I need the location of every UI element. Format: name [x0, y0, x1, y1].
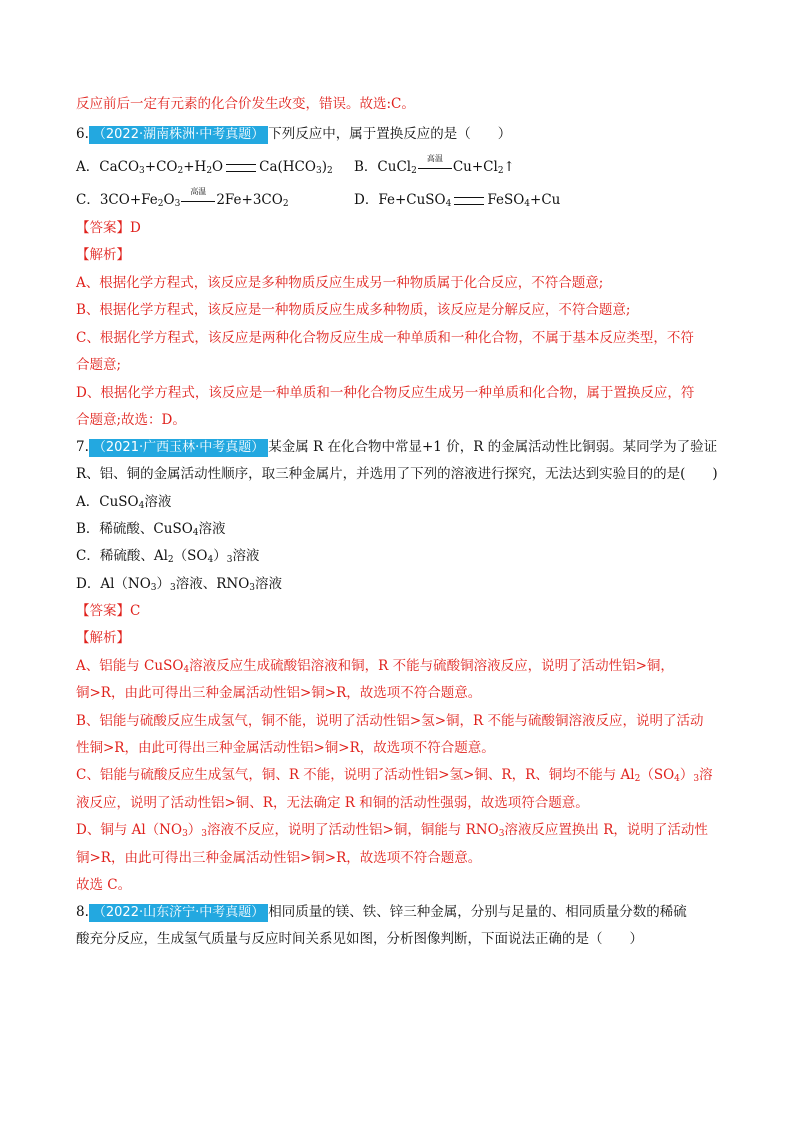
q6-stem	[76, 124, 511, 145]
q7-option-b: B．稀硫酸、CuSO$_4$溶液	[76, 521, 226, 538]
equals-sign-icon	[454, 197, 484, 205]
q6-source-tag: （2022·湖南株洲·中考真题）	[89, 126, 268, 144]
q8-number: 8.	[76, 904, 89, 920]
q8-stem-line2: 酸充分反应，生成氢气质量与反应时间关系见如图，分析图像判断，下面说法正确的是（ ）	[76, 931, 643, 947]
q7-analysis-line: D、铜与 $Al(NO_3)_3$溶液不反应，说明了活动性铝>铜，铜能与 $RNO_3$溶液反应置换出 R，说明了活动性	[76, 822, 708, 839]
q6-number: 6.	[76, 126, 89, 142]
q6-option-d: D．Fe+CuSO$_4$ FeSO$_4$+Cu	[354, 192, 561, 209]
equals-sign-icon	[226, 164, 256, 172]
q8-stem: 8. （2022·山东济宁·中考真题） 相同质量的镁、铁、锌三种金属，分别与足量的、相同质量分数的稀硫	[76, 904, 687, 920]
q7-analysis-line: 性铜>R，由此可得出三种金属活动性铝>铜>R，故选项不符合题意。	[76, 740, 495, 756]
q7-option-a: A．CuSO$_4$溶液	[76, 494, 172, 511]
q7-analysis-line: A、铝能与 CuSO$_4$溶液反应生成硫酸铝溶液和铜，R 不能与硫酸铜溶液反应，说明了活动性铝>铜，	[76, 658, 674, 675]
q6-analysis-line: A、根据化学方程式，该反应是多种物质反应生成另一种物质属于化合反应，不符合题意;	[76, 275, 604, 291]
q6-answer: 【答案】D	[76, 220, 141, 236]
reaction-condition-arrow: 高温	[181, 194, 215, 208]
q6-analysis-line: D、根据化学方程式，该反应是一种单质和一种化合物反应生成另一种单质和化合物，属于置换反应，符	[76, 385, 695, 401]
q7-analysis-line: C、铝能与硫酸反应生成氢气，铜、R 不能，说明了活动性铝>氢>铜、R，R、铜均不能与 $Al_2(SO_4)_3$溶	[76, 767, 713, 784]
q7-analysis-line: 液反应，说明了活动性铝>铜、R，无法确定 R 和铜的活动性强弱，故选项符合题意。	[76, 795, 589, 811]
q6-analysis-line: 合题意;	[76, 357, 122, 373]
q6-analysis-label: 【解析】	[76, 247, 130, 263]
q7-source-tag: （2021·广西玉林·中考真题）	[89, 439, 268, 457]
q6-option-b: B．CuCl$_2$ 高温 $Cu+Cl_2↑$	[354, 153, 515, 176]
previous-analysis-end: 反应前后一定有元素的化合价发生改变，错误。故选:C。	[76, 96, 415, 112]
q8-source-tag: （2022·山东济宁·中考真题）	[89, 904, 268, 922]
q6-analysis-line: B、根据化学方程式，该反应是一种物质反应生成多种物质，该反应是分解反应，不符合题意;	[76, 302, 631, 318]
q7-number: 7.	[76, 439, 89, 455]
q7-answer: 【答案】C	[76, 603, 141, 619]
q7-analysis-conclusion: 故选 C。	[76, 877, 132, 893]
reaction-condition-arrow: 高温	[418, 161, 452, 175]
gas-arrow-icon: ↑	[503, 159, 515, 175]
q6-option-a: A．$CaCO_3+CO_2+H_2O$ $Ca(HCO_3)_2$	[76, 159, 333, 176]
q6-analysis-line: 合题意;故选：D。	[76, 412, 186, 428]
q7-analysis-line: 铜>R，由此可得出三种金属活动性铝>铜>R，故选项不符合题意。	[76, 685, 482, 701]
q7-stem: 7. （2021·广西玉林·中考真题） 某金属 R 在化合物中常显+1 价，R 的金属活动性比铜弱。某同学为了验证	[76, 439, 718, 455]
q6-option-c: C．$3CO+Fe_2O_3$ 高温 $2Fe+3CO_2$	[76, 186, 289, 209]
q7-stem-line2: R、铝、铜的金属活动性顺序，取三种金属片，并选用了下列的溶液进行探究，无法达到实验目的的是( )	[76, 466, 718, 482]
q7-analysis-label: 【解析】	[76, 630, 130, 646]
q7-analysis-line: B、铝能与硫酸反应生成氢气，铜不能，说明了活动性铝>氢>铜，R 不能与硫酸铜溶液反应，说明了活动	[76, 713, 704, 729]
q6-analysis-line: C、根据化学方程式，该反应是两种化合物反应生成一种单质和一种化合物，不属于基本反应类型，不符	[76, 330, 694, 346]
q7-option-d: D．$Al(NO_3)_3$溶液、$RNO_3$溶液	[76, 576, 283, 593]
q7-option-c: C．稀硫酸、$Al_2(SO_4)_3$溶液	[76, 548, 260, 565]
q7-analysis-line: 铜>R，由此可得出三种金属活动性铝>铜>R，故选项不符合题意。	[76, 850, 482, 866]
q6-stem-text: 下列反应中，属于置换反应的是（ ）	[268, 126, 512, 142]
